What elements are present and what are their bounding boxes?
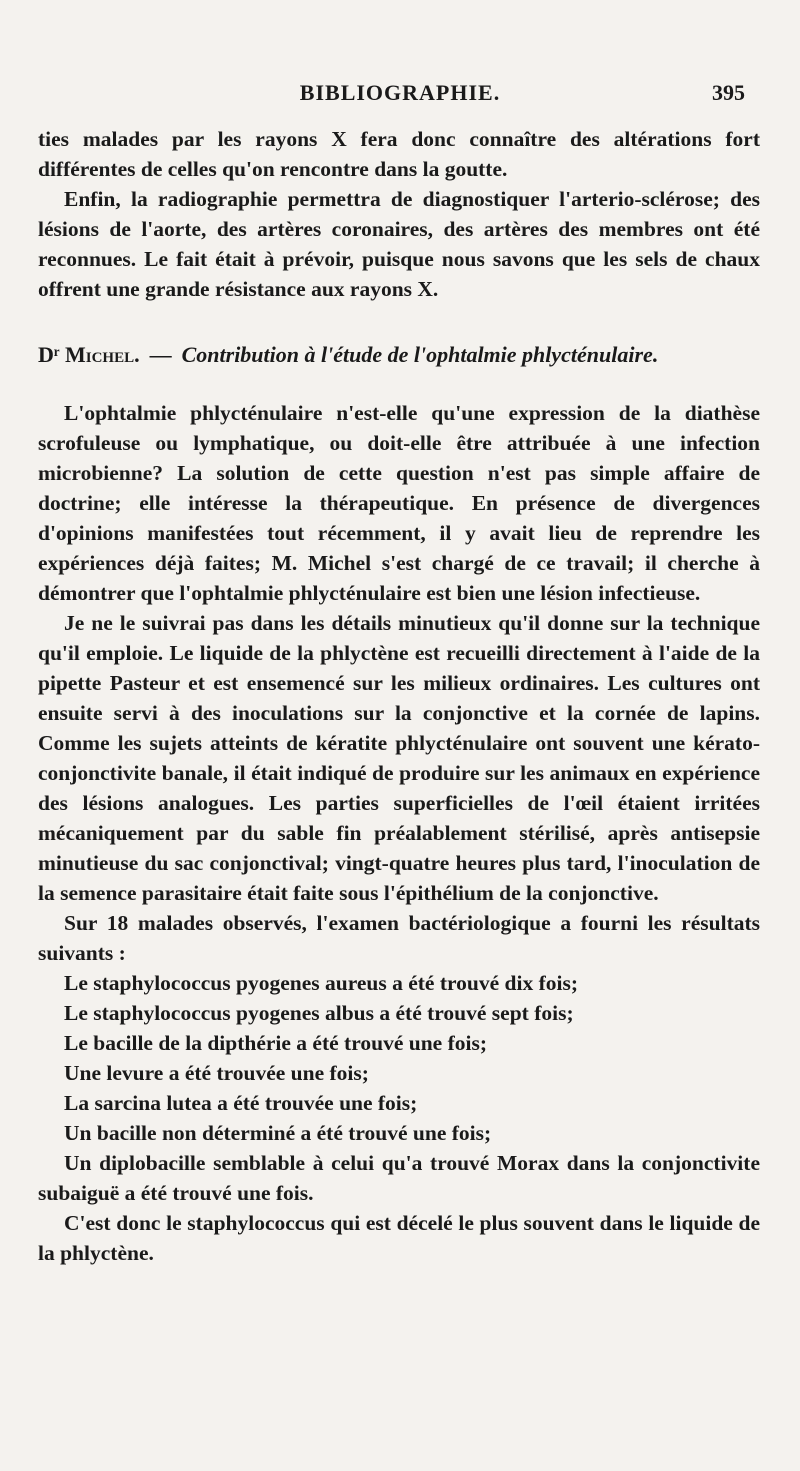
section-author: Dʳ Michel. — [38, 342, 140, 367]
body-paragraph-2: Je ne le suivrai pas dans les détails minutieux qu'il donne sur la technique qu'il emploie. Le liquide de la phlyctène est recueilli directement à l'aide de la pipette Pasteur et est ensemencé sur les milieux ordinaires. Les cultures ont ensuite servi à des inoculations sur la conjonctive et la cornée de lapins. Comme les sujets atteints de kératite phlycténulaire ont souvent une kérato-conjonctivite banale, il était indiqué de produire sur les animaux en expérience des lésions analogues. Les parties superficielles de l'œil étaient irritées mécaniquement par du sable fin préalablement stérilisé, après antisepsie minutieuse du sac conjonctival; vingt-quatre heures plus tard, l'inoculation de la semence parasitaire était faite sous l'épithélium de la conjonctive. — [38, 611, 760, 905]
section-heading — [38, 340, 760, 370]
page-body — [38, 124, 760, 1268]
page-number: 395 — [712, 80, 745, 105]
section-title: Contribution à l'étude de l'ophtalmie phlycténulaire. — [181, 342, 659, 367]
running-title: BIBLIOGRAPHIE. — [299, 80, 501, 105]
body-paragraph-1: L'ophtalmie phlycténulaire n'est-elle qu'une expression de la diathèse scrofuleuse ou lymphatique, ou doit-elle être attribuée à une infection microbienne? La solution de cette question n'est pas simple affaire de doctrine; elle intéresse la thérapeutique. En présence de divergences d'opinions manifestées tout récemment, il y avait lieu de reprendre les expériences déjà faites; M. Michel s'est chargé de ce travail; il cherche à démontrer que l'ophtalmie phlycténulaire est bien une lésion infectieuse. — [38, 401, 760, 605]
list-item: Le bacille de la dipthérie a été trouvé une fois; — [64, 1031, 487, 1055]
results-list — [38, 968, 760, 1208]
list-item: Un diplobacille semblable à celui qu'a trouvé Morax dans la conjonctivite subaiguë a été trouvé une fois. — [38, 1151, 760, 1205]
body-paragraph-4: C'est donc le staphylococcus qui est décelé le plus souvent dans le liquide de la phlyctène. — [38, 1211, 760, 1265]
list-item: Une levure a été trouvée une fois; — [64, 1061, 369, 1085]
intro-paragraph-1: ties malades par les rayons X fera donc connaître des altérations fort différentes de celles qu'on rencontre dans la goutte. — [38, 127, 760, 181]
list-item: La sarcina lutea a été trouvée une fois; — [64, 1091, 418, 1115]
body-paragraph-3: Sur 18 malades observés, l'examen bactériologique a fourni les résultats suivants : — [38, 911, 760, 965]
list-item: Le staphylococcus pyogenes aureus a été trouvé dix fois; — [64, 971, 578, 995]
section-dash: — — [149, 342, 172, 367]
list-item: Un bacille non déterminé a été trouvé une fois; — [64, 1121, 492, 1145]
page-header — [0, 80, 800, 114]
list-item: Le staphylococcus pyogenes albus a été trouvé sept fois; — [64, 1001, 574, 1025]
intro-paragraph-2: Enfin, la radiographie permettra de diagnostiquer l'arterio-sclérose; des lésions de l'aorte, des artères coronaires, des artères des membres ont été reconnues. Le fait était à prévoir, puisque nous savons que les sels de chaux offrent une grande résistance aux rayons X. — [38, 187, 760, 301]
